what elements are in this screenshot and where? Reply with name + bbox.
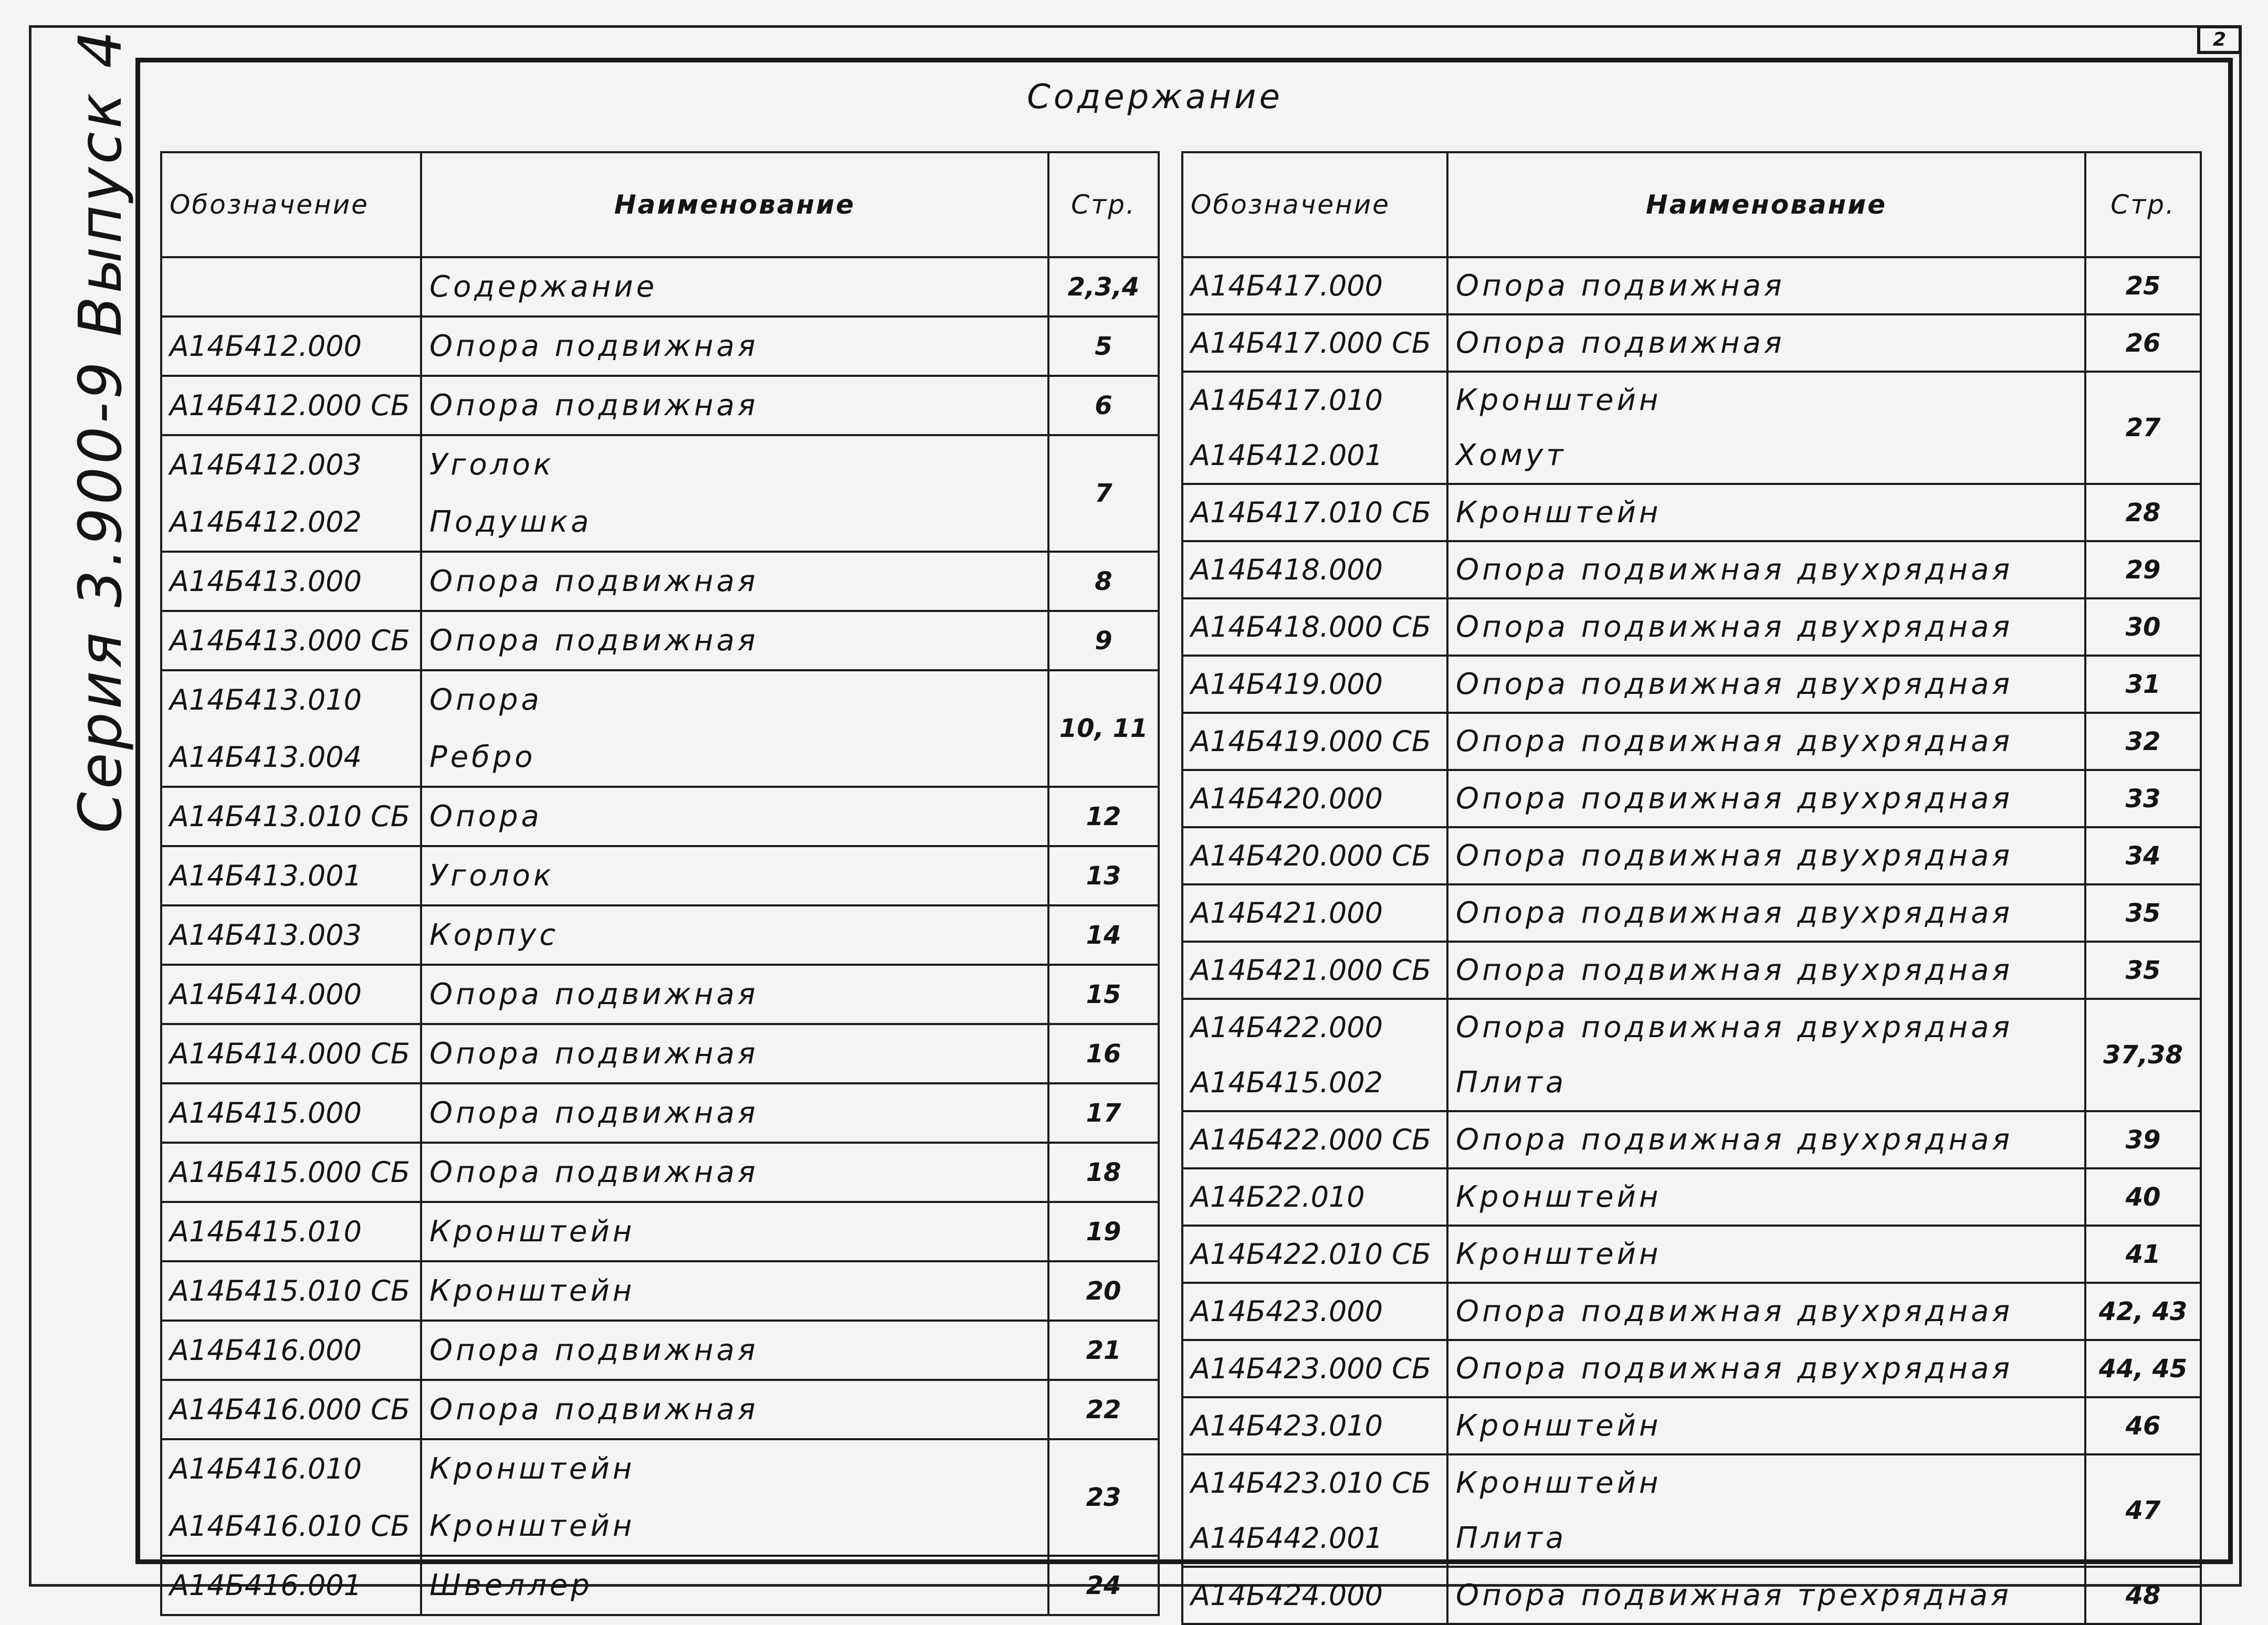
name-cell (421, 1321, 1048, 1380)
designation-cell (1182, 1397, 1447, 1454)
table-row (1182, 1567, 2201, 1624)
designation-text: А14Б416.010 (170, 1452, 362, 1485)
page-number-cell: 37,38 (2085, 999, 2201, 1111)
designation-text: А14Б412.000 (170, 330, 362, 363)
designation-cell (161, 435, 421, 552)
table-row (1182, 314, 2201, 372)
name-text: Опора подвижная (429, 624, 759, 658)
designation-text: А14Б413.003 (170, 919, 362, 952)
designation-text: А14Б418.000 (1191, 553, 1383, 586)
table-row (1182, 884, 2201, 942)
table-row (1182, 770, 2201, 827)
name-cell (1447, 314, 2085, 372)
designation-cell (1182, 1226, 1447, 1283)
name-text: Кронштейн (1456, 1180, 1662, 1214)
designation-cell (161, 1380, 421, 1439)
table-row (161, 1143, 1159, 1202)
table-row (1182, 1226, 2201, 1283)
name-cell (421, 1439, 1048, 1556)
name-text: Подушка (429, 505, 592, 539)
table-row (161, 1083, 1159, 1143)
name-text: Кронштейн (1456, 383, 1662, 417)
table-row (1182, 656, 2201, 713)
designation-cell (1182, 257, 1447, 314)
name-cell (421, 787, 1048, 846)
designation-text: А14Б412.001 (1191, 439, 1383, 472)
designation-text: А14Б422.010 СБ (1191, 1238, 1431, 1271)
page-number-cell: 31 (2085, 656, 2201, 713)
designation-text: А14Б423.000 СБ (1191, 1352, 1431, 1385)
series-label: Серия 3.900-9 Выпуск 4 (67, 27, 135, 833)
designation-cell (161, 376, 421, 435)
name-text: Кронштейн (1456, 1466, 1662, 1500)
table-row (161, 1556, 1159, 1615)
name-text: Опора подвижная (429, 564, 759, 598)
table-row (161, 611, 1159, 670)
name-cell (421, 1261, 1048, 1321)
name-text: Уголок (429, 859, 554, 893)
sheet-number: 2 (2197, 25, 2242, 54)
designation-cell (1182, 484, 1447, 541)
page-number-cell: 35 (2085, 884, 2201, 942)
table-row (1182, 1168, 2201, 1226)
page-number-cell: 32 (2085, 713, 2201, 770)
table-row (1182, 1397, 2201, 1454)
designation-cell (161, 552, 421, 611)
designation-cell (161, 316, 421, 376)
designation-text: А14Б417.000 СБ (1191, 326, 1431, 360)
page-number-cell: 47 (2085, 1454, 2201, 1567)
designation-text: А14Б417.010 (1191, 384, 1383, 417)
name-cell (1447, 770, 2085, 827)
table-row (161, 846, 1159, 905)
table-row (161, 376, 1159, 435)
contents-table-left (160, 151, 1160, 1616)
column-header-name: Наименование (1447, 152, 2085, 257)
table-row (1182, 999, 2201, 1111)
name-text: Опора подвижная (429, 1333, 759, 1367)
name-text: Опора подвижная двухрядная (1456, 553, 2013, 587)
table-row (1182, 1340, 2201, 1397)
page-number-cell: 14 (1048, 905, 1159, 965)
designation-cell (1182, 1567, 1447, 1624)
page-number-cell: 16 (1048, 1024, 1159, 1083)
page-number-cell: 2,3,4 (1048, 257, 1159, 316)
name-cell (1447, 884, 2085, 942)
name-text: Хомут (1456, 438, 1567, 472)
page-number-cell: 30 (2085, 598, 2201, 656)
designation-cell (1182, 1454, 1447, 1567)
page-number-cell: 24 (1048, 1556, 1159, 1615)
table-row (1182, 713, 2201, 770)
name-cell (421, 846, 1048, 905)
page-number-cell: 21 (1048, 1321, 1159, 1380)
name-cell (421, 965, 1048, 1024)
table-row (1182, 942, 2201, 999)
column-header-code: Обозначение (1182, 152, 1447, 257)
designation-cell (1182, 656, 1447, 713)
name-cell (1447, 1454, 2085, 1567)
name-cell (421, 1024, 1048, 1083)
page-number-cell: 5 (1048, 316, 1159, 376)
name-cell (421, 1143, 1048, 1202)
name-cell (421, 905, 1048, 965)
designation-text: А14Б22.010 (1191, 1180, 1365, 1214)
designation-text: А14Б423.010 СБ (1191, 1466, 1431, 1500)
name-cell (1447, 1340, 2085, 1397)
designation-text: А14Б413.010 СБ (170, 800, 410, 833)
designation-cell (161, 1083, 421, 1143)
name-text: Опора подвижная двухрядная (1456, 953, 2013, 987)
name-text: Опора подвижная двухрядная (1456, 1294, 2013, 1328)
designation-cell (1182, 541, 1447, 598)
page-number-cell: 41 (2085, 1226, 2201, 1283)
designation-text: А14Б416.000 СБ (170, 1393, 410, 1426)
designation-text: А14Б422.000 (1191, 1011, 1383, 1044)
page-number-cell: 39 (2085, 1111, 2201, 1168)
name-text: Ребро (429, 740, 536, 774)
name-text: Опора (429, 799, 542, 833)
designation-text: А14Б415.010 (170, 1215, 362, 1248)
name-text: Плита (1456, 1065, 1567, 1100)
table-header-row (161, 152, 1159, 257)
name-text: Опора подвижная (429, 329, 759, 363)
designation-text: А14Б416.001 (170, 1569, 362, 1602)
name-text: Кронштейн (1456, 1237, 1662, 1271)
designation-text: А14Б413.010 (170, 683, 362, 716)
designation-cell (161, 787, 421, 846)
name-cell (421, 552, 1048, 611)
name-cell (1447, 942, 2085, 999)
designation-cell (161, 670, 421, 787)
page-number-cell: 13 (1048, 846, 1159, 905)
table-row (161, 670, 1159, 787)
designation-text: А14Б413.000 (170, 565, 362, 598)
page-number-cell: 7 (1048, 435, 1159, 552)
designation-text: А14Б414.000 СБ (170, 1037, 410, 1070)
designation-text: А14Б413.001 (170, 859, 362, 892)
designation-text: А14Б422.000 СБ (1191, 1123, 1431, 1156)
name-cell (421, 376, 1048, 435)
name-text: Опора подвижная (429, 388, 759, 423)
designation-text: А14Б421.000 (1191, 896, 1383, 930)
name-text: Опора подвижная двухрядная (1456, 1123, 2013, 1157)
designation-cell (1182, 1111, 1447, 1168)
page-number-cell: 28 (2085, 484, 2201, 541)
designation-text: А14Б417.010 СБ (1191, 496, 1431, 529)
designation-text: А14Б420.000 (1191, 782, 1383, 815)
designation-text: А14Б412.003 (170, 448, 362, 481)
designation-text: А14Б413.000 СБ (170, 624, 410, 657)
name-text: Опора подвижная двухрядная (1456, 782, 2013, 816)
designation-text: А14Б417.000 (1191, 269, 1383, 302)
designation-text: А14Б415.000 СБ (170, 1156, 410, 1189)
designation-cell (1182, 713, 1447, 770)
table-row (1182, 827, 2201, 884)
designation-cell (161, 905, 421, 965)
name-text: Опора подвижная (1456, 269, 1785, 303)
table-row (1182, 541, 2201, 598)
page-number-cell: 35 (2085, 942, 2201, 999)
name-text: Кронштейн (429, 1274, 635, 1308)
name-cell (1447, 372, 2085, 484)
table-row (161, 257, 1159, 316)
page-number-cell: 26 (2085, 314, 2201, 372)
designation-text: А14Б413.004 (170, 741, 362, 774)
page-number-cell: 8 (1048, 552, 1159, 611)
designation-text: А14Б423.010 (1191, 1409, 1383, 1442)
table-row (161, 1380, 1159, 1439)
designation-text: А14Б419.000 СБ (1191, 725, 1431, 758)
name-cell (1447, 598, 2085, 656)
name-text: Опора подвижная (429, 1392, 759, 1427)
designation-text: А14Б416.010 СБ (170, 1510, 410, 1543)
name-text: Плита (1456, 1521, 1567, 1555)
page-number-cell: 9 (1048, 611, 1159, 670)
page-number-cell: 25 (2085, 257, 2201, 314)
designation-text: А14Б415.000 (170, 1096, 362, 1130)
name-text: Опора подвижная (1456, 326, 1785, 360)
designation-cell (1182, 827, 1447, 884)
designation-cell (1182, 372, 1447, 484)
name-cell (1447, 257, 2085, 314)
designation-text: А14Б424.000 (1191, 1579, 1383, 1612)
column-header-page: Стр. (1048, 152, 1159, 257)
table-row (161, 1439, 1159, 1556)
table-row (1182, 257, 2201, 314)
name-text: Швеллер (429, 1568, 593, 1602)
designation-cell (161, 1202, 421, 1261)
name-cell (1447, 484, 2085, 541)
table-row (161, 435, 1159, 552)
name-text: Уголок (429, 448, 554, 482)
name-text: Опора подвижная двухрядная (1456, 610, 2013, 644)
designation-cell (161, 1556, 421, 1615)
name-cell (1447, 1111, 2085, 1168)
page-number-cell: 34 (2085, 827, 2201, 884)
table-row (1182, 1111, 2201, 1168)
name-text: Опора подвижная (429, 977, 759, 1011)
name-cell (421, 435, 1048, 552)
name-cell (1447, 999, 2085, 1111)
name-text: Опора подвижная (429, 1155, 759, 1189)
name-text: Опора подвижная (429, 1037, 759, 1071)
name-cell (1447, 827, 2085, 884)
name-cell (1447, 541, 2085, 598)
table-row (161, 965, 1159, 1024)
name-text: Кронштейн (429, 1509, 635, 1543)
designation-text: А14Б423.000 (1191, 1295, 1383, 1328)
name-text: Кронштейн (429, 1452, 635, 1486)
contents-table-right (1181, 151, 2202, 1625)
designation-text: А14Б414.000 (170, 978, 362, 1011)
table-row (161, 1024, 1159, 1083)
page-number-cell: 29 (2085, 541, 2201, 598)
designation-cell (161, 1321, 421, 1380)
name-text: Содержание (429, 270, 658, 304)
designation-cell (161, 1439, 421, 1556)
name-text: Опора подвижная двухрядная (1456, 896, 2013, 930)
designation-text: А14Б416.000 (170, 1334, 362, 1367)
page-title: Содержание (1027, 78, 1283, 117)
name-text: Опора подвижная двухрядная (1456, 724, 2013, 758)
name-text: Опора подвижная двухрядная (1456, 667, 2013, 701)
name-cell (421, 1380, 1048, 1439)
designation-cell (1182, 598, 1447, 656)
designation-cell (1182, 770, 1447, 827)
table-row (161, 316, 1159, 376)
page-number-cell: 46 (2085, 1397, 2201, 1454)
name-cell (1447, 656, 2085, 713)
designation-text: А14Б415.010 СБ (170, 1274, 410, 1307)
designation-text: А14Б421.000 СБ (1191, 954, 1431, 987)
page-number-cell: 15 (1048, 965, 1159, 1024)
designation-cell (1182, 314, 1447, 372)
page-number-cell: 19 (1048, 1202, 1159, 1261)
name-text: Опора подвижная двухрядная (1456, 839, 2013, 873)
designation-cell (161, 1261, 421, 1321)
designation-text: А14Б419.000 (1191, 668, 1383, 701)
name-cell (421, 257, 1048, 316)
page-number-cell: 10, 11 (1048, 670, 1159, 787)
name-cell (421, 316, 1048, 376)
name-cell (421, 1202, 1048, 1261)
column-header-code: Обозначение (161, 152, 421, 257)
designation-cell (161, 611, 421, 670)
name-text: Кронштейн (1456, 495, 1662, 530)
designation-text: А14Б412.002 (170, 505, 362, 539)
table-row (1182, 372, 2201, 484)
page-number-cell: 6 (1048, 376, 1159, 435)
name-cell (1447, 1397, 2085, 1454)
table-row (161, 552, 1159, 611)
designation-cell (161, 257, 421, 316)
page-number-cell: 40 (2085, 1168, 2201, 1226)
column-header-name: Наименование (421, 152, 1048, 257)
page-number-cell: 44, 45 (2085, 1340, 2201, 1397)
name-cell (421, 1556, 1048, 1615)
designation-cell (1182, 1340, 1447, 1397)
page-number-cell: 33 (2085, 770, 2201, 827)
table-row (1182, 1283, 2201, 1340)
table-row (1182, 598, 2201, 656)
page-number-cell: 12 (1048, 787, 1159, 846)
designation-text: А14Б442.001 (1191, 1522, 1383, 1555)
name-cell (1447, 1168, 2085, 1226)
name-cell (421, 1083, 1048, 1143)
table-row (161, 1261, 1159, 1321)
table-row (161, 787, 1159, 846)
designation-text: А14Б412.000 СБ (170, 389, 410, 422)
name-cell (1447, 1226, 2085, 1283)
name-text: Опора подвижная (429, 1096, 759, 1130)
name-text: Опора подвижная двухрядная (1456, 1010, 2013, 1044)
name-cell (421, 670, 1048, 787)
name-text: Опора подвижная двухрядная (1456, 1352, 2013, 1386)
designation-cell (161, 846, 421, 905)
designation-cell (161, 1143, 421, 1202)
page-number-cell: 23 (1048, 1439, 1159, 1556)
designation-cell (161, 1024, 421, 1083)
page-number-cell: 27 (2085, 372, 2201, 484)
table-row (161, 1321, 1159, 1380)
name-text: Опора (429, 683, 542, 717)
name-cell (1447, 1567, 2085, 1624)
page-number-cell: 18 (1048, 1143, 1159, 1202)
page-number-cell: 48 (2085, 1567, 2201, 1624)
table-row (1182, 484, 2201, 541)
name-cell (421, 611, 1048, 670)
name-cell (1447, 713, 2085, 770)
name-cell (1447, 1283, 2085, 1340)
name-text: Кронштейн (429, 1215, 635, 1249)
designation-cell (1182, 1283, 1447, 1340)
page-number-cell: 22 (1048, 1380, 1159, 1439)
name-text: Корпус (429, 918, 559, 952)
column-header-page: Стр. (2085, 152, 2201, 257)
designation-text: А14Б418.000 СБ (1191, 610, 1431, 643)
table-row (161, 1202, 1159, 1261)
designation-cell (161, 965, 421, 1024)
name-text: Опора подвижная трехрядная (1456, 1578, 2012, 1612)
designation-cell (1182, 999, 1447, 1111)
designation-text: А14Б415.002 (1191, 1066, 1383, 1099)
table-row (1182, 1454, 2201, 1567)
table-row (161, 905, 1159, 965)
page-number-cell: 17 (1048, 1083, 1159, 1143)
page-number-cell: 20 (1048, 1261, 1159, 1321)
table-header-row (1182, 152, 2201, 257)
designation-cell (1182, 1168, 1447, 1226)
name-text: Кронштейн (1456, 1409, 1662, 1443)
page-number-cell: 42, 43 (2085, 1283, 2201, 1340)
designation-text: А14Б420.000 СБ (1191, 839, 1431, 872)
designation-cell (1182, 942, 1447, 999)
designation-cell (1182, 884, 1447, 942)
